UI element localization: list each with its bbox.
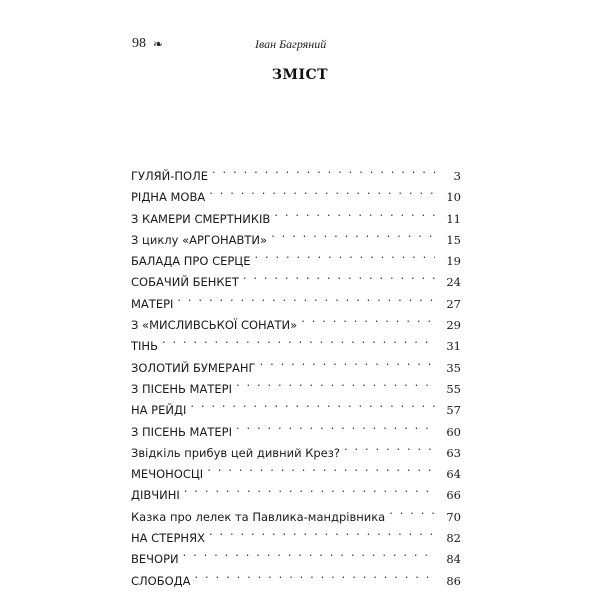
dot-leader bbox=[236, 415, 435, 436]
toc-entry-title: З ПІСЕНЬ МАТЕРІ bbox=[131, 381, 232, 396]
dot-leader bbox=[177, 287, 435, 308]
toc-entry-title: МАТЕРІ bbox=[131, 296, 174, 311]
dot-leader bbox=[183, 542, 435, 563]
toc-entry-title: ЗОЛОТИЙ БУМЕРАНГ bbox=[131, 360, 256, 375]
toc-entry-page: 3 bbox=[453, 169, 461, 183]
toc-entry-page: 10 bbox=[446, 190, 461, 205]
page-number: 98 bbox=[132, 36, 146, 51]
table-of-contents bbox=[131, 159, 461, 588]
toc-entry-page: 24 bbox=[446, 275, 461, 290]
toc-entry-page: 60 bbox=[446, 424, 461, 439]
toc-row bbox=[131, 329, 461, 354]
dot-leader bbox=[236, 372, 435, 393]
toc-entry-title: НА СТЕРНЯХ bbox=[131, 531, 205, 546]
toc-row bbox=[131, 351, 461, 375]
dot-leader bbox=[190, 393, 435, 414]
dot-leader bbox=[274, 202, 435, 223]
toc-entry-title: ДІВЧИНІ bbox=[131, 488, 180, 503]
toc-entry-page: 63 bbox=[446, 445, 461, 460]
toc-entry-page: 29 bbox=[446, 318, 461, 333]
toc-entry-title: З КАМЕРИ СМЕРТНИКІВ bbox=[131, 211, 271, 226]
running-header bbox=[132, 36, 468, 56]
toc-entry-title: ВЕЧОРИ bbox=[131, 552, 179, 567]
toc-entry-title: БАЛАДА ПРО СЕРЦЕ bbox=[131, 254, 251, 269]
fleuron-ornament-icon: ❧ bbox=[153, 37, 164, 51]
toc-entry-title: ТІНЬ bbox=[131, 339, 158, 354]
toc-entry-page: 82 bbox=[446, 531, 461, 546]
toc-entry-page: 19 bbox=[446, 254, 461, 269]
toc-entry-title: НА РЕЙДІ bbox=[131, 403, 187, 418]
toc-entry-title: З ПІСЕНЬ МАТЕРІ bbox=[131, 424, 232, 439]
toc-entry-page: 31 bbox=[446, 339, 461, 354]
toc-entry-title: СОБАЧИЙ БЕНКЕТ bbox=[131, 275, 239, 290]
dot-leader bbox=[389, 500, 435, 521]
toc-entry-title: З циклу «АРГОНАВТИ» bbox=[131, 232, 268, 247]
dot-leader bbox=[301, 308, 435, 329]
toc-entry-title: З «МИСЛИВСЬКОЇ СОНАТИ» bbox=[131, 318, 298, 333]
dot-leader bbox=[260, 351, 435, 372]
toc-entry-page: 84 bbox=[446, 552, 461, 567]
toc-entry-page: 15 bbox=[446, 232, 461, 247]
toc-entry-title: СЛОБОДА bbox=[131, 573, 191, 588]
toc-entry-title: ГУЛЯЙ-ПОЛЕ bbox=[131, 169, 209, 183]
dot-leader bbox=[162, 329, 435, 350]
toc-entry-page: 57 bbox=[446, 403, 461, 418]
dot-leader bbox=[271, 223, 435, 244]
toc-row bbox=[131, 287, 461, 311]
dot-leader bbox=[212, 159, 435, 180]
dot-leader bbox=[209, 180, 435, 201]
toc-entry-page: 35 bbox=[446, 360, 461, 375]
dot-leader bbox=[195, 564, 435, 585]
toc-row bbox=[131, 308, 461, 333]
toc-entry-title: Казка про лелек та Павлика-мандрівника bbox=[131, 509, 386, 524]
author-name: Іван Багряний bbox=[255, 37, 327, 51]
dot-leader bbox=[184, 478, 435, 499]
toc-entry-page: 27 bbox=[446, 296, 461, 311]
toc-entry-title: РІДНА МОВА bbox=[131, 190, 206, 205]
toc-entry-page: 55 bbox=[446, 381, 461, 396]
toc-entry-page: 70 bbox=[446, 509, 461, 524]
toc-row bbox=[131, 159, 461, 183]
toc-entry-page: 64 bbox=[446, 467, 461, 482]
toc-entry-page: 86 bbox=[446, 573, 461, 588]
toc-title: ЗМІСТ bbox=[271, 67, 329, 83]
dot-leader bbox=[255, 244, 436, 265]
toc-entry-page: 11 bbox=[446, 211, 461, 226]
dot-leader bbox=[207, 457, 435, 478]
dot-leader bbox=[243, 265, 435, 286]
toc-entry-page: 66 bbox=[446, 488, 461, 503]
dot-leader bbox=[209, 521, 435, 542]
toc-entry-title: Звідкіль прибув цей дивний Крез? bbox=[131, 445, 340, 460]
toc-entry-title: МЕЧОНОСЦІ bbox=[131, 467, 204, 482]
dot-leader bbox=[344, 436, 435, 457]
